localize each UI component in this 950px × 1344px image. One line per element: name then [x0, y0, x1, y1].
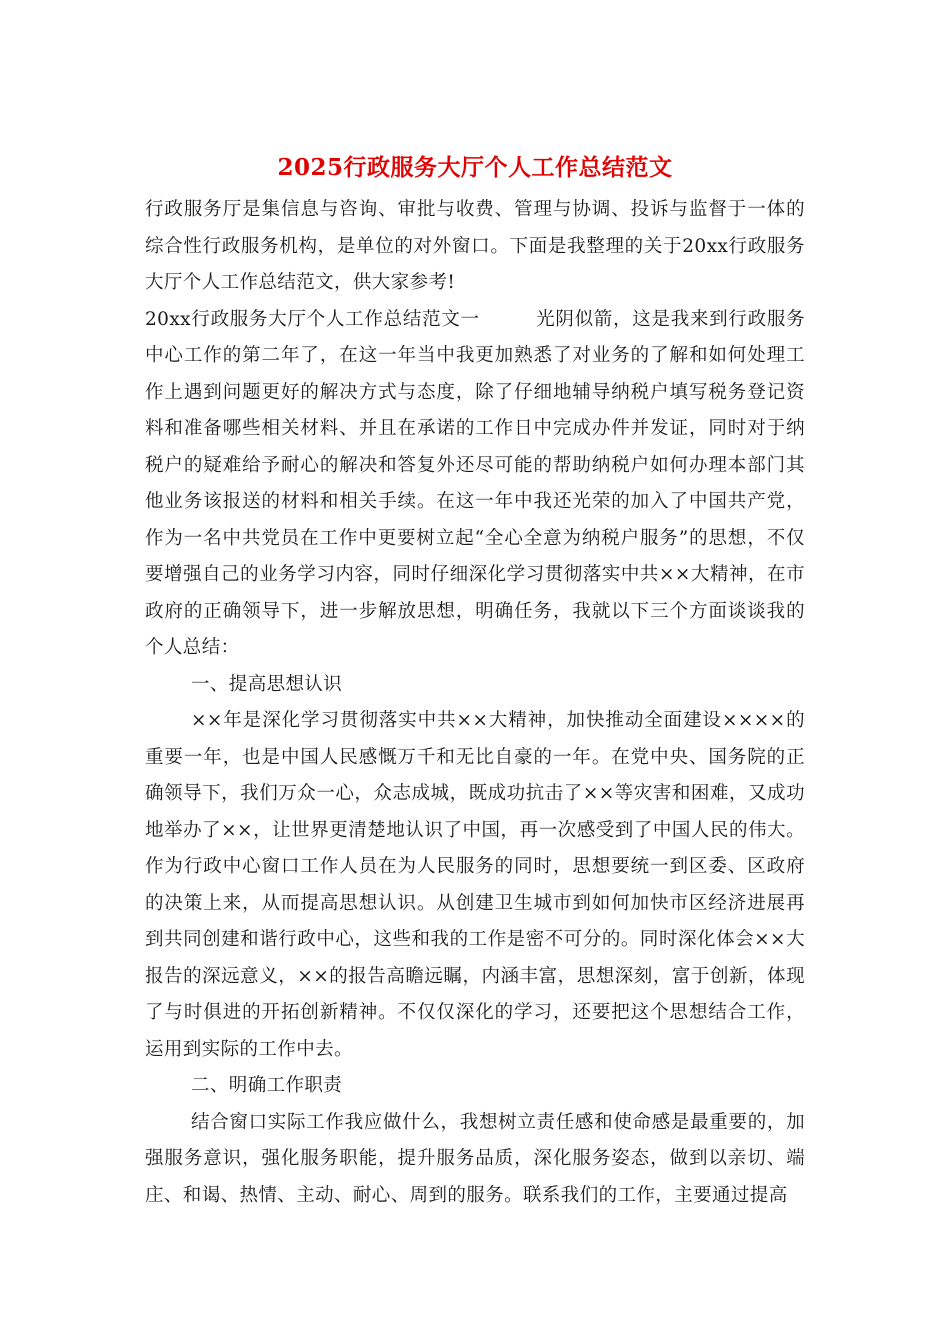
- opening-paragraph: [145, 302, 805, 667]
- paragraph-one: ××年是深化学习贯彻落实中共××大精神，加快推动全面建设××××的重要一年，也是中国人民感慨万千和无比自豪的一年。在党中央、国务院的正确领导下，我们万众一心，众志成城，既成功抗击了××等灾害和困难，又成功地举办了××，让世界更清楚地认识了中国，再一次感受到了中国人民的伟大。作为行政中心窗口工作人员在为人民服务的同时，思想要统一到区委、区政府的决策上来，从而提高思想认识。从创建卫生城市到如何加快市区经济进展再到共同创建和谐行政中心，这些和我的工作是密不可分的。同时深化体会××大报告的深远意义，××的报告高瞻远瞩，内涵丰富，思想深刻，富于创新，体现了与时俱进的开拓创新精神。不仅仅深化的学习，还要把这个思想结合工作，运用到实际的工作中去。: [145, 710, 805, 1060]
- heading-one: 一、提高思想认识: [191, 673, 343, 695]
- section-label: 20xx行政服务大厅个人工作总结范文一: [145, 308, 480, 330]
- opening-text: 光阴似箭，这是我来到行政服务中心工作的第二年了，在这一年当中我更加熟悉了对业务的了解和如何处理工作上遇到问题更好的解决方式与态度，除了仔细地辅导纳税户填写税务登记资料和准备哪些相关材料、并且在承诺的工作日中完成办件并发证，同时对于纳税户的疑难给予耐心的解决和答复外还尽可能的帮助纳税户如何办理本部门其他业务该报送的材料和相关手续。在这一年中我还光荣的加入了中国共产党，作为一名中共党员在工作中更要树立起“全心全意为纳税户服务”的思想，不仅要增强自己的业务学习内容，同时仔细深化学习贯彻落实中共××大精神，在市政府的正确领导下，进一步解放思想，明确任务，我就以下三个方面谈谈我的个人总结：: [145, 308, 805, 658]
- heading-two: 二、明确工作职责: [191, 1075, 343, 1096]
- paragraph-two: 结合窗口实际工作我应做什么，我想树立责任感和使命感是最重要的，加强服务意识，强化服务职能，提升服务品质，深化服务姿态，做到以亲切、端庄、和谒、热情、主动、耐心、周到的服务。联系我们的工作，主要通过提高: [145, 1111, 805, 1206]
- document-body: [145, 192, 805, 1214]
- document-title: 2025行政服务大厅个人工作总结范文: [277, 154, 673, 181]
- intro-paragraph: 行政服务厅是集信息与咨询、审批与收费、管理与协调、投诉与监督于一体的综合性行政服务机构，是单位的对外窗口。下面是我整理的关于20xx行政服务大厅个人工作总结范文，供大家参考!: [145, 199, 805, 293]
